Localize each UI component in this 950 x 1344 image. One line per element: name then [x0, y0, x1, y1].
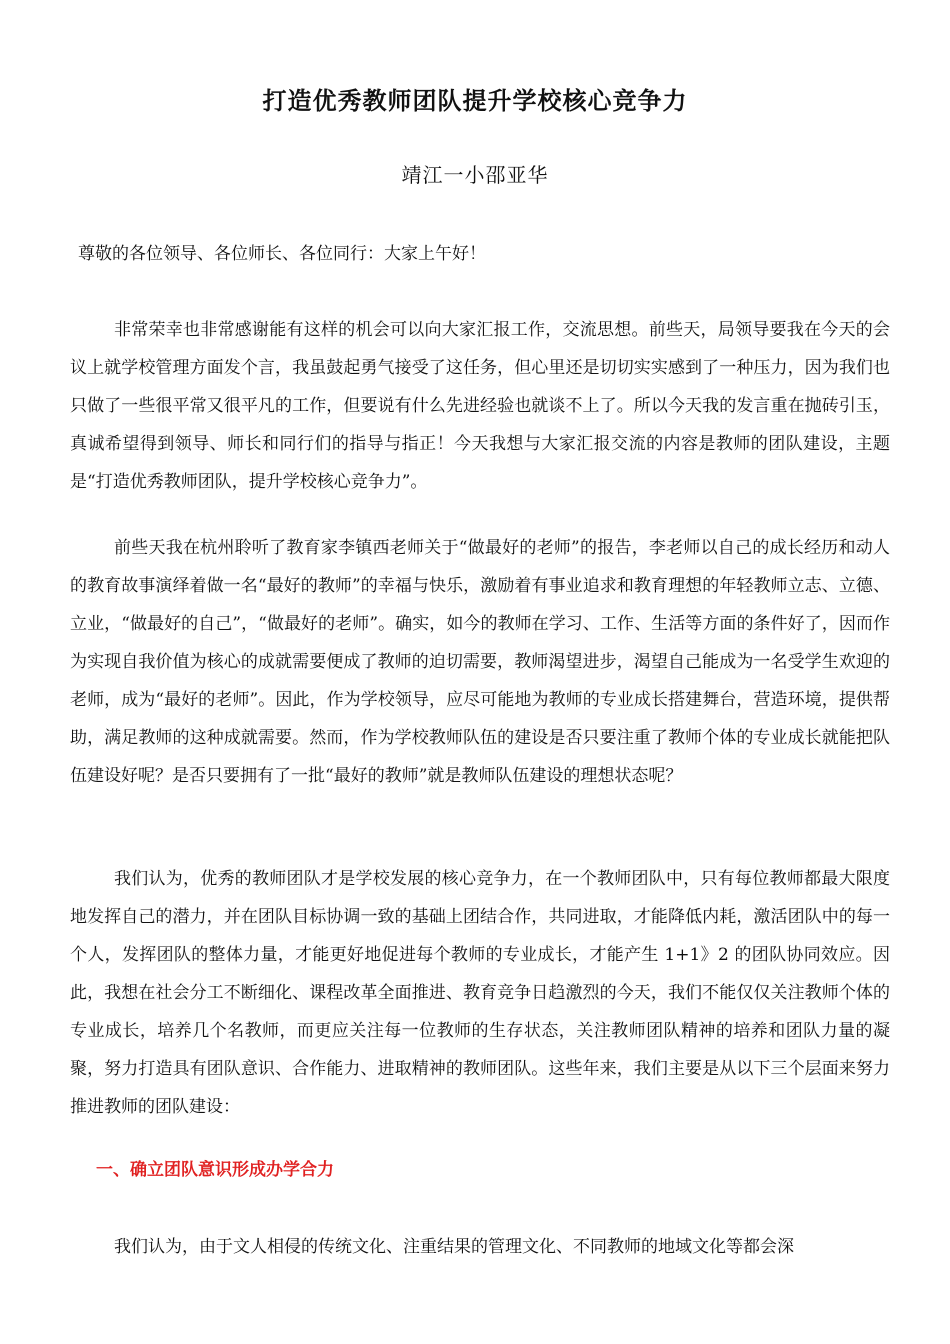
paragraph-section-1: 我们认为，由于文人相侵的传统文化、注重结果的管理文化、不同教师的地域文化等都会深 [114, 1237, 794, 1257]
paragraph-intro: 非常荣幸也非常感谢能有这样的机会可以向大家汇报工作，交流思想。前些天，局领导要我在今天的会议上就学校管理方面发个言，我虽鼓起勇气接受了这任务，但心里还是切切实实感到了一种压力，因为我们也只做了一些很平常又很平凡的工作，但要说有什么先进经验也就谈不上了。所以今天我的发言重在抛砖引玉，真诚希望得到领导、师长和同行们的指导与指正！今天我想与大家汇报交流的内容是教师的团队建设，主题是“打造优秀教师团队，提升学校核心竞争力”。 [70, 320, 890, 492]
paragraph-thesis: 我们认为，优秀的教师团队才是学校发展的核心竞争力，在一个教师团队中，只有每位教师都最大限度地发挥自己的潜力，并在团队目标协调一致的基础上团结合作，共同进取，才能降低内耗，激活团队中的每一个人，发挥团队的整体力量，才能更好地促进每个教师的专业成长，才能产生 1+1》2 的团队协同效应。因此，我想在社会分工不断细化、课程改革全面推进、教育竞争日趋激烈的今天，我们不能仅仅关注教师个体的专业成长，培养几个名教师，而更应关注每一位教师的生存状态，关注教师团队精神的培养和团队力量的凝聚，努力打造具有团队意识、合作能力、进取精神的教师团队。这些年来，我们主要是从以下三个层面来努力推进教师的团队建设： [70, 869, 890, 1117]
paragraph-background: 前些天我在杭州聆听了教育家李镇西老师关于“做最好的老师”的报告，李老师以自己的成长经历和动人的教育故事演绎着做一名“最好的教师”的幸福与快乐，激励着有事业追求和教育理想的年轻教师立志、立德、立业，“做最好的自己”，“做最好的老师”。确实，如今的教师在学习、工作、生活等方面的条件好了，因而作为实现自我价值为核心的成就需要便成了教师的迫切需要，教师渴望进步，渴望自己能成为一名受学生欢迎的老师，成为“最好的老师”。因此，作为学校领导，应尽可能地为教师的专业成长搭建舞台，营造环境，提供帮助，满足教师的这种成就需要。然而，作为学校教师队伍的建设是否只要注重了教师个体的专业成长就能把队伍建设好呢？是否只要拥有了一批“最好的教师”就是教师队伍建设的理想状态呢？ [70, 538, 890, 786]
document-title: 打造优秀教师团队提升学校核心竞争力 [262, 86, 688, 115]
greeting-line: 尊敬的各位领导、各位师长、各位同行：大家上午好！ [78, 244, 486, 264]
section-heading-1: 一、确立团队意识形成办学合力 [96, 1160, 334, 1180]
document-author: 靖江一小邵亚华 [401, 163, 549, 187]
